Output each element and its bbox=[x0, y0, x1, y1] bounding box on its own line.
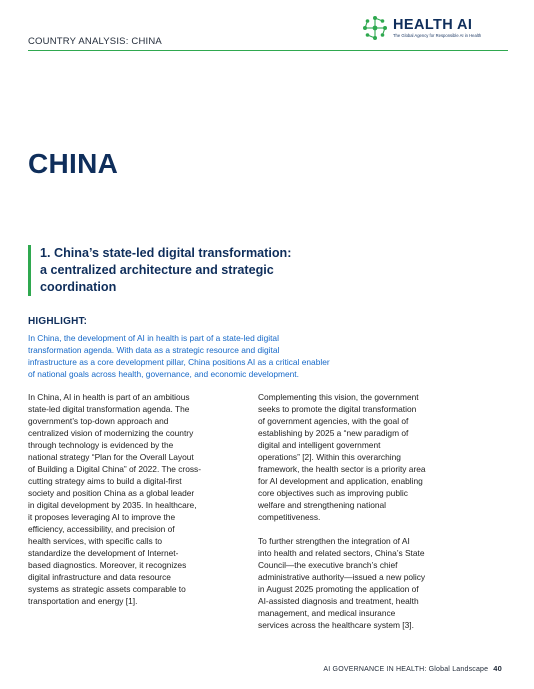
body-line: transportation and energy [1]. bbox=[28, 596, 138, 606]
body-line: To further strengthen the integration of AI bbox=[258, 536, 410, 546]
body-line: of Building a Digital China” of 2022. The cross- bbox=[28, 464, 202, 474]
body-line: it proposes leveraging AI to improve the bbox=[28, 512, 176, 522]
body-line: in digital development by 2035. In healthcare, bbox=[28, 500, 197, 510]
body-line: digital and intelligent government bbox=[258, 440, 381, 450]
highlight-text bbox=[28, 332, 373, 380]
body-line: AI-assisted diagnosis and treatment, health bbox=[258, 596, 419, 606]
body-line: services across the healthcare system [3]. bbox=[258, 620, 414, 630]
body-line: establishing by 2025 a “new paradigm of bbox=[258, 428, 409, 438]
body-line: through technology is evidenced by the bbox=[28, 440, 174, 450]
section-heading-line: 1. China’s state-led digital transformation: bbox=[40, 246, 292, 260]
page-number: 40 bbox=[493, 664, 502, 673]
header-divider bbox=[28, 50, 508, 51]
body-line: of government agencies, with the goal of bbox=[258, 416, 409, 426]
section-heading-line: a centralized architecture and strategic bbox=[40, 263, 274, 277]
body-line: systems as strategic assets comparable to bbox=[28, 584, 186, 594]
highlight-line: of national goals across health, governance, and economic development. bbox=[28, 369, 299, 380]
body-left-column bbox=[28, 391, 243, 607]
highlight-label: HIGHLIGHT: bbox=[28, 316, 88, 327]
body-line: for AI development and application, enabling bbox=[258, 476, 423, 486]
body-line: competitiveness. bbox=[258, 512, 321, 522]
body-line: seeks to promote the digital transformation bbox=[258, 404, 417, 414]
section-heading-line: coordination bbox=[40, 280, 117, 294]
body-line: government’s top-down approach and bbox=[28, 416, 169, 426]
logo-tagline: The Global Agency for Responsible AI in Health bbox=[393, 32, 482, 38]
highlight-line: infrastructure as a core development pillar, China positions AI as a critical enabler bbox=[28, 357, 330, 368]
section-label: COUNTRY ANALYSIS: CHINA bbox=[28, 36, 162, 47]
body-line: In China, AI in health is part of an ambitious bbox=[28, 392, 190, 402]
body-line: national strategy “Plan for the Overall Layout bbox=[28, 452, 194, 462]
body-line: management, and medical insurance bbox=[258, 608, 396, 618]
health-ai-logo bbox=[362, 15, 481, 41]
body-right-column bbox=[258, 391, 473, 631]
body-line: state-led digital transformation agenda. The bbox=[28, 404, 190, 414]
body-line: welfare and strengthening national bbox=[258, 500, 387, 510]
page-title: CHINA bbox=[28, 148, 119, 179]
body-line: efficiency, accessibility, and precision of bbox=[28, 524, 175, 534]
section-heading-block bbox=[28, 245, 380, 296]
body-line: health services, with specific calls to bbox=[28, 536, 163, 546]
body-line: society and position China as a global leader bbox=[28, 488, 195, 498]
body-line: framework, the health sector is a priority area bbox=[258, 464, 426, 474]
body-line: cutting strategy aims to build a digital-first bbox=[28, 476, 182, 486]
section-heading bbox=[40, 245, 380, 296]
body-line: Complementing this vision, the government bbox=[258, 392, 419, 402]
page-footer bbox=[323, 664, 502, 673]
body-line: standardize the development of Internet- bbox=[28, 548, 179, 558]
paragraph-gap bbox=[258, 523, 473, 535]
body-line: in August 2025 promoting the application of bbox=[258, 584, 419, 594]
molecule-circle-icon bbox=[362, 15, 388, 41]
body-line: operations” [2]. Within this overarching bbox=[258, 452, 401, 462]
body-line: into health and related sectors, China’s State bbox=[258, 548, 425, 558]
highlight-line: In China, the development of AI in health is part of a state-led digital bbox=[28, 333, 279, 343]
logo-wordmark: HEALTH AI bbox=[393, 16, 473, 33]
body-line: digital infrastructure and data resource bbox=[28, 572, 171, 582]
body-line: centralized vision of modernizing the country bbox=[28, 428, 194, 438]
body-line: core objectives such as improving public bbox=[258, 488, 408, 498]
body-line: administrative authority—issued a new policy bbox=[258, 572, 426, 582]
highlight-line: transformation agenda. With data as a strategic resource and digital bbox=[28, 345, 280, 356]
footer-text: AI GOVERNANCE IN HEALTH: Global Landscape bbox=[323, 666, 489, 673]
body-line: based diagnostics. Moreover, it recognizes bbox=[28, 560, 187, 570]
body-line: Council—the executive branch’s chief bbox=[258, 560, 398, 570]
